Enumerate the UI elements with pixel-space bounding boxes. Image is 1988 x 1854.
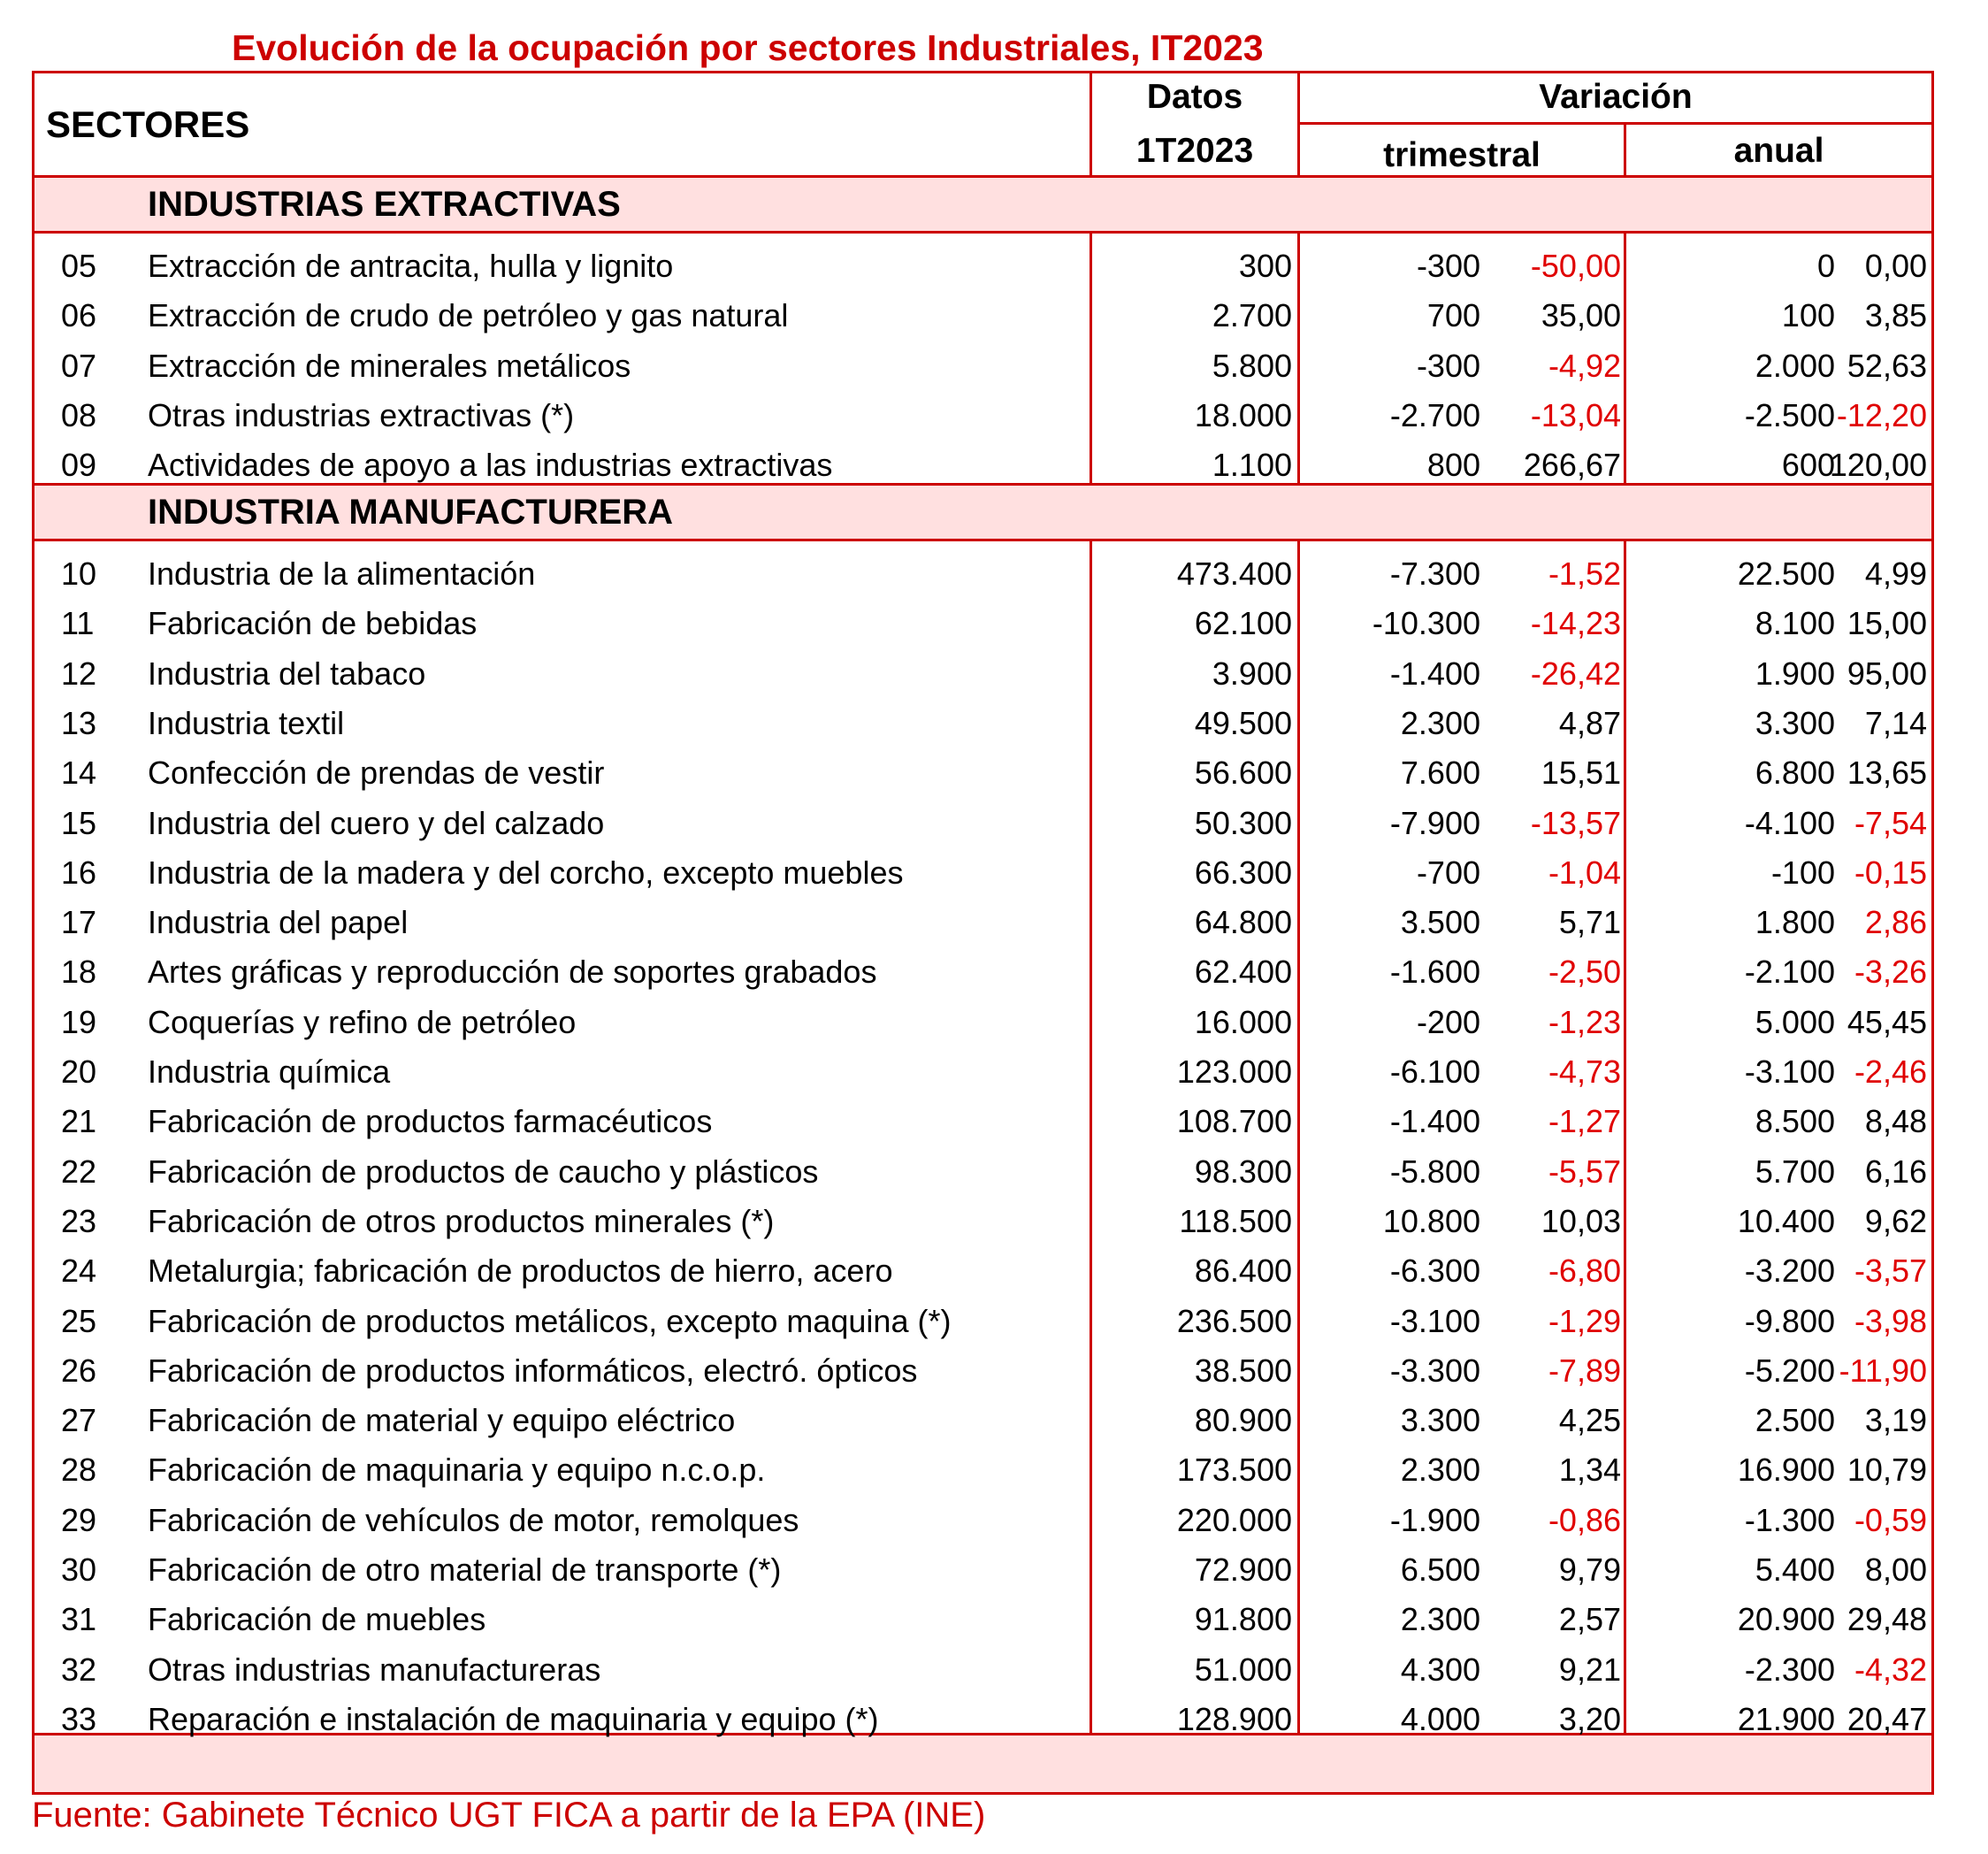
row-anual-abs: -1.300 [1744,1501,1835,1538]
table-row [34,1197,1931,1246]
table-row [34,391,1931,441]
row-sector-name: Reparación e instalación de maquinaria y equipo (*) [148,1700,879,1737]
table-row [34,799,1931,848]
row-code: 18 [61,954,97,991]
row-code: 20 [61,1053,97,1090]
row-anual-abs: 5.400 [1755,1551,1835,1588]
row-trimestral-pct: -5,57 [1548,1153,1621,1190]
row-sector-name: Extracción de crudo de petróleo y gas natural [148,297,789,334]
table-row [34,341,1931,391]
row-trimestral-pct: -7,89 [1548,1352,1621,1389]
table-row [34,699,1931,748]
row-trimestral-pct: 35,00 [1541,297,1621,334]
table-row [34,291,1931,341]
row-trimestral-abs: 2.300 [1400,1452,1480,1489]
row-datos-value: 64.800 [1194,904,1292,941]
row-trimestral-pct: 4,87 [1558,704,1621,741]
header-datos-period: 1T2023 [1135,132,1254,170]
table-row [34,947,1931,997]
row-anual-abs: 10.400 [1737,1202,1835,1239]
table-row [34,241,1931,291]
table-row [34,1695,1931,1744]
row-anual-pct: 9,62 [1864,1202,1927,1239]
source-note: Fuente: Gabinete Técnico UGT FICA a partir de la EPA (INE) [32,1796,986,1835]
row-trimestral-pct: 9,21 [1558,1651,1621,1688]
table-row [34,1545,1931,1595]
row-trimestral-pct: 9,79 [1558,1551,1621,1588]
row-trimestral-abs: -1.900 [1389,1501,1480,1538]
row-anual-abs: -3.200 [1744,1253,1835,1290]
row-sector-name: Industria del cuero y del calzado [148,804,605,841]
row-anual-pct: 120,00 [1829,447,1927,484]
row-trimestral-abs: -300 [1416,347,1480,384]
row-anual-abs: 1.900 [1755,655,1835,692]
row-anual-pct: 8,00 [1864,1551,1927,1588]
row-anual-abs: 2.500 [1755,1402,1835,1439]
row-code: 11 [61,605,95,642]
row-datos-value: 3.900 [1212,655,1292,692]
row-trimestral-abs: 800 [1426,447,1480,484]
section-title-manufacturera: INDUSTRIA MANUFACTURERA [148,493,674,532]
row-sector-name: Fabricación de bebidas [148,605,478,642]
row-anual-pct: -0,15 [1854,854,1927,891]
row-trimestral-abs: 4.000 [1400,1700,1480,1737]
row-code: 15 [61,804,97,841]
row-code: 32 [61,1651,97,1688]
row-datos-value: 220.000 [1176,1501,1292,1538]
row-trimestral-abs: 3.500 [1400,904,1480,941]
row-anual-abs: 16.900 [1737,1452,1835,1489]
row-trimestral-pct: 3,20 [1558,1700,1621,1737]
row-anual-pct: 29,48 [1847,1601,1927,1638]
row-trimestral-abs: -300 [1416,248,1480,284]
row-datos-value: 86.400 [1194,1253,1292,1290]
row-code: 25 [61,1302,97,1339]
row-anual-pct: 4,99 [1864,555,1927,592]
row-sector-name: Otras industrias manufactureras [148,1651,601,1688]
row-sector-name: Fabricación de productos informáticos, electró. ópticos [148,1352,918,1389]
row-datos-value: 1.100 [1212,447,1292,484]
row-trimestral-abs: 6.500 [1400,1551,1480,1588]
row-trimestral-abs: 3.300 [1400,1402,1480,1439]
row-anual-pct: -0,59 [1854,1501,1927,1538]
row-datos-value: 18.000 [1194,396,1292,433]
row-anual-abs: 1.800 [1755,904,1835,941]
row-anual-abs: 22.500 [1737,555,1835,592]
row-code: 24 [61,1253,97,1290]
row-trimestral-pct: 1,34 [1558,1452,1621,1489]
row-trimestral-pct: 5,71 [1558,904,1621,941]
row-trimestral-abs: 700 [1426,297,1480,334]
row-code: 31 [61,1601,97,1638]
table-row [34,748,1931,798]
row-trimestral-pct: -14,23 [1530,605,1621,642]
row-datos-value: 51.000 [1194,1651,1292,1688]
row-sector-name: Artes gráficas y reproducción de soportes grabados [148,954,877,991]
row-code: 13 [61,704,97,741]
row-trimestral-pct: -26,42 [1530,655,1621,692]
row-code: 09 [61,447,97,484]
table-title: Evolución de la ocupación por sectores Industriales, IT2023 [232,27,1264,68]
row-anual-abs: -9.800 [1744,1302,1835,1339]
table-row [34,649,1931,699]
row-datos-value: 173.500 [1176,1452,1292,1489]
row-trimestral-pct: -13,04 [1530,396,1621,433]
row-trimestral-pct: 266,67 [1523,447,1621,484]
rule-variacion [1300,122,1931,125]
row-code: 28 [61,1452,97,1489]
row-datos-value: 62.100 [1194,605,1292,642]
row-sector-name: Fabricación de productos farmacéuticos [148,1103,713,1140]
row-sector-name: Fabricación de productos metálicos, excepto maquina (*) [148,1302,952,1339]
row-anual-pct: 8,48 [1864,1103,1927,1140]
header-variacion: Variación [1539,78,1693,116]
row-trimestral-abs: -3.100 [1389,1302,1480,1339]
row-sector-name: Industria química [148,1053,391,1090]
row-anual-pct: -7,54 [1854,804,1927,841]
table-row [34,898,1931,947]
row-trimestral-abs: -7.900 [1389,804,1480,841]
row-anual-pct: 0,00 [1864,248,1927,284]
row-trimestral-pct: -4,92 [1548,347,1621,384]
row-anual-pct: -3,57 [1854,1253,1927,1290]
row-code: 10 [61,555,97,592]
row-anual-abs: 100 [1781,297,1835,334]
row-sector-name: Industria del tabaco [148,655,426,692]
row-sector-name: Coquerías y refino de petróleo [148,1003,577,1040]
row-datos-value: 72.900 [1194,1551,1292,1588]
row-datos-value: 49.500 [1194,704,1292,741]
row-anual-abs: 8.100 [1755,605,1835,642]
row-sector-name: Industria de la alimentación [148,555,536,592]
table-row [34,1297,1931,1346]
row-anual-pct: 13,65 [1847,755,1927,792]
table-row [34,1047,1931,1097]
row-anual-pct: 3,85 [1864,297,1927,334]
row-anual-abs: 2.000 [1755,347,1835,384]
row-trimestral-abs: -6.100 [1389,1053,1480,1090]
row-trimestral-pct: -13,57 [1530,804,1621,841]
row-code: 05 [61,248,97,284]
row-anual-abs: 5.000 [1755,1003,1835,1040]
row-sector-name: Fabricación de maquinaria y equipo n.c.o.p. [148,1452,766,1489]
table-row [34,1097,1931,1146]
row-trimestral-abs: -6.300 [1389,1253,1480,1290]
row-code: 22 [61,1153,97,1190]
row-trimestral-abs: 7.600 [1400,755,1480,792]
row-datos-value: 123.000 [1176,1053,1292,1090]
row-trimestral-abs: 2.300 [1400,704,1480,741]
row-anual-pct: 45,45 [1847,1003,1927,1040]
row-trimestral-abs: -7.300 [1389,555,1480,592]
row-datos-value: 56.600 [1194,755,1292,792]
table-row [34,549,1931,599]
row-anual-abs: 8.500 [1755,1103,1835,1140]
row-sector-name: Confección de prendas de vestir [148,755,605,792]
row-trimestral-abs: -1.400 [1389,655,1480,692]
row-trimestral-pct: -6,80 [1548,1253,1621,1290]
row-anual-pct: -3,98 [1854,1302,1927,1339]
header-sectores: SECTORES [46,103,250,145]
row-anual-pct: 10,79 [1847,1452,1927,1489]
row-sector-name: Extracción de antracita, hulla y lignito [148,248,674,284]
row-datos-value: 66.300 [1194,854,1292,891]
row-trimestral-pct: -4,73 [1548,1053,1621,1090]
row-anual-abs: -5.200 [1744,1352,1835,1389]
table-row [34,1445,1931,1495]
row-anual-pct: 20,47 [1847,1700,1927,1737]
row-code: 21 [61,1103,97,1140]
row-code: 23 [61,1202,97,1239]
row-trimestral-abs: -10.300 [1372,605,1480,642]
row-datos-value: 128.900 [1176,1700,1292,1737]
row-trimestral-pct: -2,50 [1548,954,1621,991]
row-trimestral-abs: 2.300 [1400,1601,1480,1638]
row-sector-name: Actividades de apoyo a las industrias extractivas [148,447,833,484]
row-anual-pct: -12,20 [1836,396,1927,433]
row-datos-value: 80.900 [1194,1402,1292,1439]
row-code: 26 [61,1352,97,1389]
row-trimestral-pct: -1,23 [1548,1003,1621,1040]
row-anual-pct: 2,86 [1864,904,1927,941]
row-trimestral-abs: 4.300 [1400,1651,1480,1688]
row-sector-name: Fabricación de muebles [148,1601,486,1638]
row-datos-value: 38.500 [1194,1352,1292,1389]
row-trimestral-pct: -1,52 [1548,555,1621,592]
row-sector-name: Otras industrias extractivas (*) [148,396,575,433]
row-anual-abs: 3.300 [1755,704,1835,741]
row-trimestral-pct: 15,51 [1541,755,1621,792]
row-datos-value: 118.500 [1179,1202,1292,1239]
row-anual-pct: 15,00 [1847,605,1927,642]
row-code: 29 [61,1501,97,1538]
row-trimestral-pct: 4,25 [1558,1402,1621,1439]
row-anual-abs: -2.500 [1744,396,1835,433]
row-datos-value: 108.700 [1176,1103,1292,1140]
rule-section1 [34,231,1931,234]
row-datos-value: 91.800 [1194,1601,1292,1638]
row-code: 14 [61,755,97,792]
row-anual-abs: -2.300 [1744,1651,1835,1688]
row-trimestral-pct: 10,03 [1541,1202,1621,1239]
table-row [34,998,1931,1047]
row-sector-name: Industria de la madera y del corcho, excepto muebles [148,854,904,891]
row-anual-pct: -11,90 [1839,1352,1927,1389]
row-sector-name: Fabricación de vehículos de motor, remolques [148,1501,799,1538]
row-anual-pct: 3,19 [1864,1402,1927,1439]
row-sector-name: Industria del papel [148,904,409,941]
row-trimestral-pct: -1,27 [1548,1103,1621,1140]
row-datos-value: 62.400 [1194,954,1292,991]
row-datos-value: 2.700 [1212,297,1292,334]
table-row [34,599,1931,648]
row-datos-value: 16.000 [1194,1003,1292,1040]
row-trimestral-abs: -1.400 [1389,1103,1480,1140]
row-code: 30 [61,1551,97,1588]
row-anual-pct: 95,00 [1847,655,1927,692]
row-trimestral-pct: -0,86 [1548,1501,1621,1538]
header-trimestral: trimestral [1383,136,1541,174]
row-trimestral-abs: -700 [1416,854,1480,891]
row-sector-name: Fabricación de otros productos minerales (*) [148,1202,775,1239]
row-anual-pct: 52,63 [1847,347,1927,384]
row-datos-value: 236.500 [1176,1302,1292,1339]
header-datos: Datos [1146,78,1243,116]
row-anual-abs: -2.100 [1744,954,1835,991]
row-anual-abs: 5.700 [1755,1153,1835,1190]
row-sector-name: Metalurgia; fabricación de productos de hierro, acero [148,1253,893,1290]
row-sector-name: Fabricación de material y equipo eléctrico [148,1402,736,1439]
row-sector-name: Extracción de minerales metálicos [148,347,631,384]
row-anual-abs: -3.100 [1744,1053,1835,1090]
row-code: 07 [61,347,97,384]
row-sector-name: Fabricación de productos de caucho y plásticos [148,1153,819,1190]
row-code: 27 [61,1402,97,1439]
row-trimestral-abs: -200 [1416,1003,1480,1040]
row-code: 06 [61,297,97,334]
row-datos-value: 300 [1238,248,1292,284]
row-anual-abs: 600 [1781,447,1835,484]
row-anual-pct: -3,26 [1854,954,1927,991]
row-anual-pct: -4,32 [1854,1651,1927,1688]
row-sector-name: Industria textil [148,704,345,741]
row-anual-pct: 6,16 [1864,1153,1927,1190]
row-code: 08 [61,396,97,433]
row-trimestral-abs: -2.700 [1389,396,1480,433]
rule-section2 [34,539,1931,541]
row-trimestral-abs: -1.600 [1389,954,1480,991]
row-code: 33 [61,1700,97,1737]
row-trimestral-abs: -3.300 [1389,1352,1480,1389]
row-datos-value: 5.800 [1212,347,1292,384]
table-row [34,1496,1931,1545]
row-code: 19 [61,1003,97,1040]
table-row [34,1246,1931,1296]
row-trimestral-pct: -1,29 [1548,1302,1621,1339]
row-anual-abs: -4.100 [1744,804,1835,841]
row-datos-value: 473.400 [1176,555,1292,592]
header-anual: anual [1733,132,1824,170]
row-anual-abs: -100 [1770,854,1835,891]
table-row [34,1346,1931,1396]
row-datos-value: 50.300 [1194,804,1292,841]
row-trimestral-abs: -5.800 [1389,1153,1480,1190]
row-anual-abs: 20.900 [1737,1601,1835,1638]
table-row [34,1147,1931,1197]
row-anual-abs: 21.900 [1737,1700,1835,1737]
row-anual-abs: 0 [1816,248,1835,284]
row-code: 17 [61,904,97,941]
row-anual-abs: 6.800 [1755,755,1835,792]
section-title-extractivas: INDUSTRIAS EXTRACTIVAS [148,185,621,224]
row-code: 16 [61,854,97,891]
row-trimestral-abs: 10.800 [1382,1202,1480,1239]
row-trimestral-pct: 2,57 [1558,1601,1621,1638]
row-anual-pct: -2,46 [1854,1053,1927,1090]
table-row [34,1396,1931,1445]
row-trimestral-pct: -50,00 [1530,248,1621,284]
row-trimestral-pct: -1,04 [1548,854,1621,891]
row-code: 12 [61,655,97,692]
table-row [34,1595,1931,1644]
row-datos-value: 98.300 [1194,1153,1292,1190]
table-row [34,848,1931,898]
table-row [34,441,1931,490]
table-row [34,1645,1931,1695]
row-sector-name: Fabricación de otro material de transporte (*) [148,1551,782,1588]
row-anual-pct: 7,14 [1864,704,1927,741]
